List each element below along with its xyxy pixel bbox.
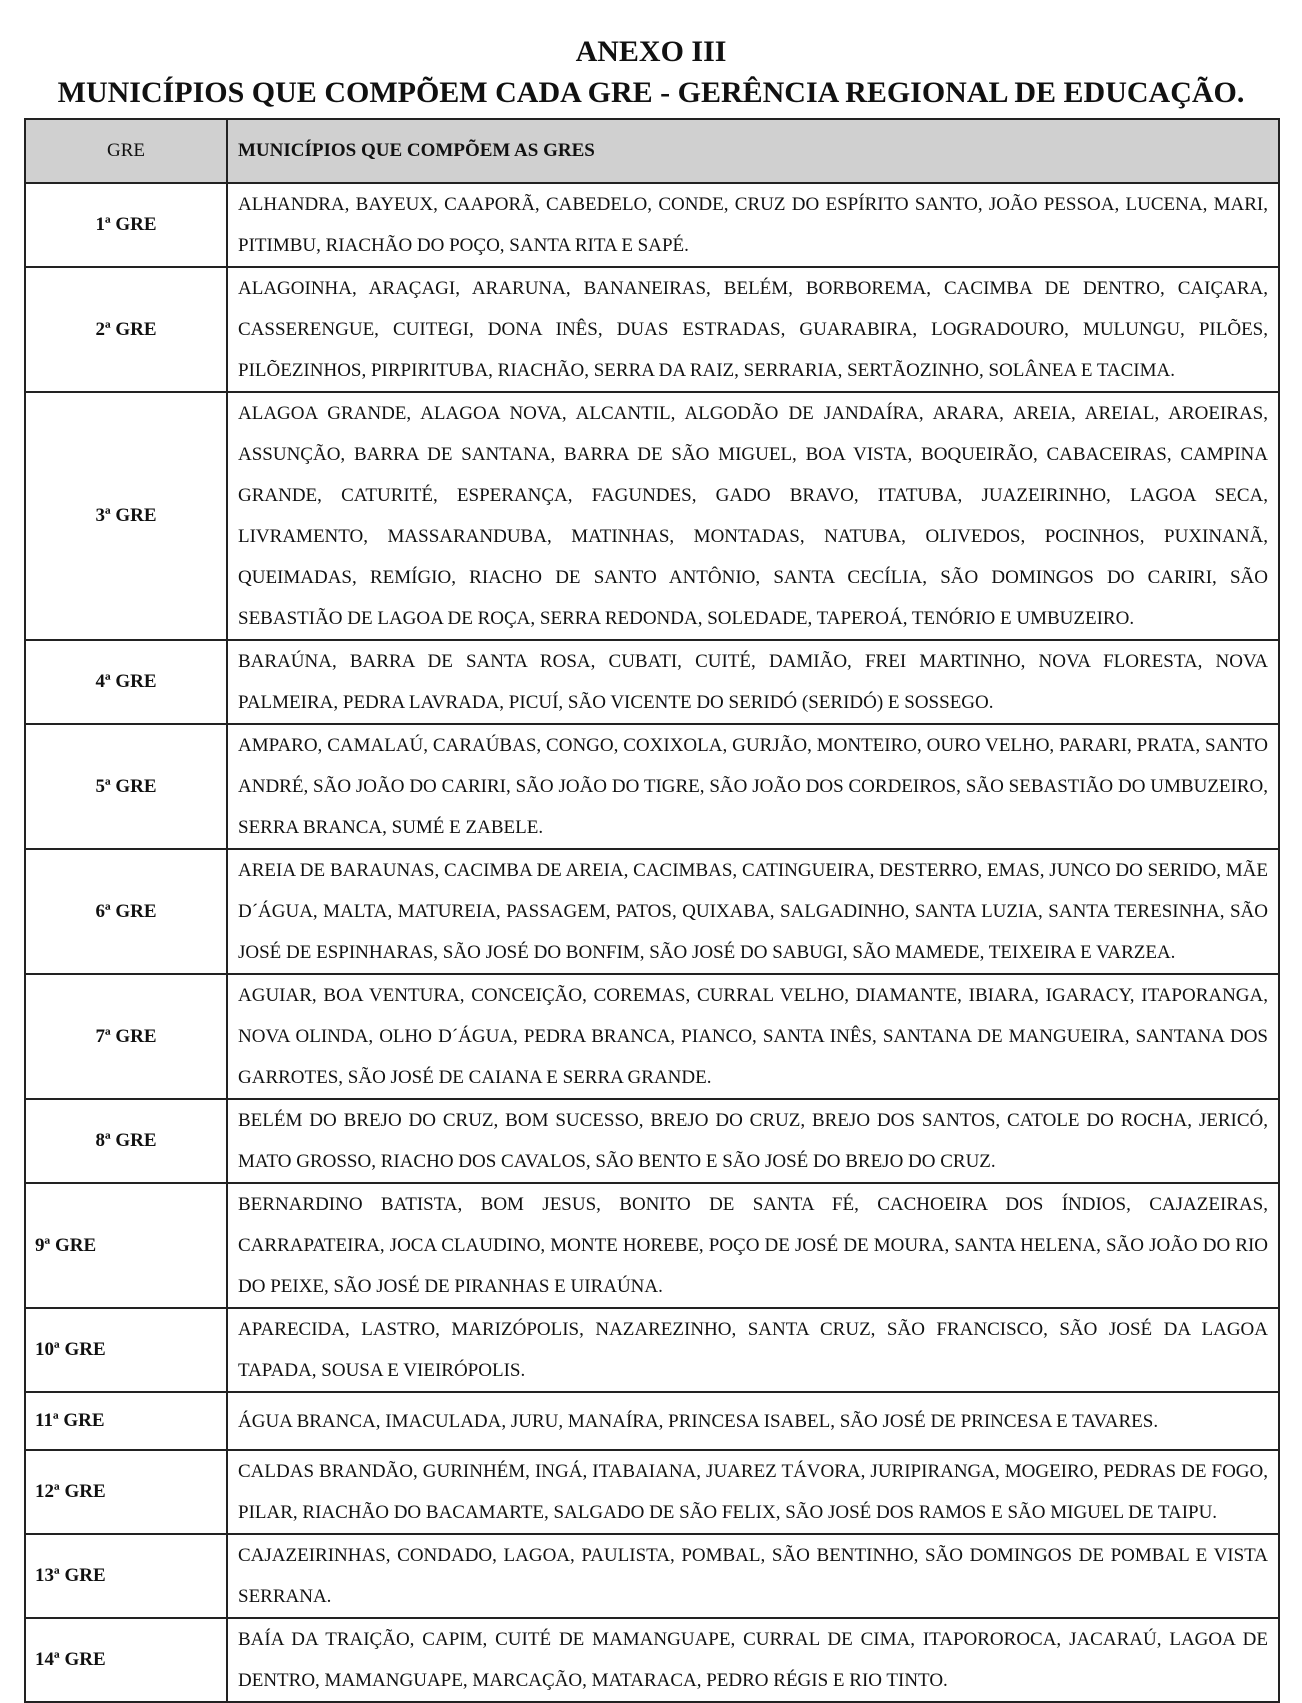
gre-cell: 12ª GRE — [25, 1450, 227, 1534]
gre-cell: 14ª GRE — [25, 1618, 227, 1702]
municipios-cell: BERNARDINO BATISTA, BOM JESUS, BONITO DE SANTA FÉ, CACHOEIRA DOS ÍNDIOS, CAJAZEIRAS, CARRAPATEIRA, JOCA CLAUDINO, MONTE HOREBE, POÇO DE JOSÉ DE MOURA, SANTA HELENA, SÃO JOÃO DO RIO DO PEIXE, SÃO JOSÉ DE PIRANHAS E UIRAÚNA. — [227, 1183, 1279, 1308]
document-subtitle: MUNICÍPIOS QUE COMPÕEM CADA GRE - GERÊNCIA REGIONAL DE EDUCAÇÃO. — [57, 76, 1245, 109]
column-header-gre: GRE — [25, 119, 227, 183]
municipios-cell: AREIA DE BARAUNAS, CACIMBA DE AREIA, CACIMBAS, CATINGUEIRA, DESTERRO, EMAS, JUNCO DO SERIDO, MÃE D´ÁGUA, MALTA, MATUREIA, PASSAGEM, PATOS, QUIXABA, SALGADINHO, SANTA LUZIA, SANTA TERESINHA, SÃO JOSÉ DE ESPINHARAS, SÃO JOSÉ DO BONFIM, SÃO JOSÉ DO SABUGI, SÃO MAMEDE, TEIXEIRA E VARZEA. — [227, 849, 1279, 974]
municipios-cell: APARECIDA, LASTRO, MARIZÓPOLIS, NAZAREZINHO, SANTA CRUZ, SÃO FRANCISCO, SÃO JOSÉ DA LAGOA TAPADA, SOUSA E VIEIRÓPOLIS. — [227, 1308, 1279, 1392]
gre-table — [24, 118, 1280, 1703]
table-row — [25, 1099, 1279, 1183]
municipios-cell: BARAÚNA, BARRA DE SANTA ROSA, CUBATI, CUITÉ, DAMIÃO, FREI MARTINHO, NOVA FLORESTA, NOVA PALMEIRA, PEDRA LAVRADA, PICUÍ, SÃO VICENTE DO SERIDÓ (SERIDÓ) E SOSSEGO. — [227, 640, 1279, 724]
table-header-row — [25, 119, 1279, 183]
gre-cell: 13ª GRE — [25, 1534, 227, 1618]
gre-cell: 7ª GRE — [25, 974, 227, 1099]
gre-cell: 6ª GRE — [25, 849, 227, 974]
table-row — [25, 974, 1279, 1099]
gre-cell: 3ª GRE — [25, 392, 227, 640]
municipios-cell: BAÍA DA TRAIÇÃO, CAPIM, CUITÉ DE MAMANGUAPE, CURRAL DE CIMA, ITAPOROROCA, JACARAÚ, LAGOA DE DENTRO, MAMANGUAPE, MARCAÇÃO, MATARACA, PEDRO RÉGIS E RIO TINTO. — [227, 1618, 1279, 1702]
gre-cell: 9ª GRE — [25, 1183, 227, 1308]
gre-cell: 11ª GRE — [25, 1392, 227, 1450]
table-row — [25, 267, 1279, 392]
municipios-cell: ALAGOINHA, ARAÇAGI, ARARUNA, BANANEIRAS, BELÉM, BORBOREMA, CACIMBA DE DENTRO, CAIÇARA, CASSERENGUE, CUITEGI, DONA INÊS, DUAS ESTRADAS, GUARABIRA, LOGRADOURO, MULUNGU, PILÕES, PILÕEZINHOS, PIRPIRITUBA, RIACHÃO, SERRA DA RAIZ, SERRARIA, SERTÃOZINHO, SOLÂNEA E TACIMA. — [227, 267, 1279, 392]
municipios-cell: BELÉM DO BREJO DO CRUZ, BOM SUCESSO, BREJO DO CRUZ, BREJO DOS SANTOS, CATOLE DO ROCHA, JERICÓ, MATO GROSSO, RIACHO DOS CAVALOS, SÃO BENTO E SÃO JOSÉ DO BREJO DO CRUZ. — [227, 1099, 1279, 1183]
table-row — [25, 724, 1279, 849]
gre-cell: 10ª GRE — [25, 1308, 227, 1392]
municipios-cell: AGUIAR, BOA VENTURA, CONCEIÇÃO, COREMAS, CURRAL VELHO, DIAMANTE, IBIARA, IGARACY, ITAPORANGA, NOVA OLINDA, OLHO D´ÁGUA, PEDRA BRANCA, PIANCO, SANTA INÊS, SANTANA DE MANGUEIRA, SANTANA DOS GARROTES, SÃO JOSÉ DE CAIANA E SERRA GRANDE. — [227, 974, 1279, 1099]
municipios-cell: AMPARO, CAMALAÚ, CARAÚBAS, CONGO, COXIXOLA, GURJÃO, MONTEIRO, OURO VELHO, PARARI, PRATA, SANTO ANDRÉ, SÃO JOÃO DO CARIRI, SÃO JOÃO DO TIGRE, SÃO JOÃO DOS CORDEIROS, SÃO SEBASTIÃO DO UMBUZEIRO, SERRA BRANCA, SUMÉ E ZABELE. — [227, 724, 1279, 849]
gre-cell: 2ª GRE — [25, 267, 227, 392]
column-header-municipios: MUNICÍPIOS QUE COMPÕEM AS GRES — [227, 119, 1279, 183]
table-row — [25, 1183, 1279, 1308]
table-row — [25, 849, 1279, 974]
municipios-cell: ALAGOA GRANDE, ALAGOA NOVA, ALCANTIL, ALGODÃO DE JANDAÍRA, ARARA, AREIA, AREIAL, AROEIRAS, ASSUNÇÃO, BARRA DE SANTANA, BARRA DE SÃO MIGUEL, BOA VISTA, BOQUEIRÃO, CABACEIRAS, CAMPINA GRANDE, CATURITÉ, ESPERANÇA, FAGUNDES, GADO BRAVO, ITATUBA, JUAZEIRINHO, LAGOA SECA, LIVRAMENTO, MASSARANDUBA, MATINHAS, MONTADAS, NATUBA, OLIVEDOS, POCINHOS, PUXINANÃ, QUEIMADAS, REMÍGIO, RIACHO DE SANTO ANTÔNIO, SANTA CECÍLIA, SÃO DOMINGOS DO CARIRI, SÃO SEBASTIÃO DE LAGOA DE ROÇA, SERRA REDONDA, SOLEDADE, TAPEROÁ, TENÓRIO E UMBUZEIRO. — [227, 392, 1279, 640]
table-row — [25, 1534, 1279, 1618]
gre-cell: 4ª GRE — [25, 640, 227, 724]
municipios-cell: ÁGUA BRANCA, IMACULADA, JURU, MANAÍRA, PRINCESA ISABEL, SÃO JOSÉ DE PRINCESA E TAVARES. — [227, 1392, 1279, 1450]
gre-cell: 5ª GRE — [25, 724, 227, 849]
table-row — [25, 1618, 1279, 1702]
municipios-cell: CAJAZEIRINHAS, CONDADO, LAGOA, PAULISTA, POMBAL, SÃO BENTINHO, SÃO DOMINGOS DE POMBAL E VISTA SERRANA. — [227, 1534, 1279, 1618]
table-row — [25, 183, 1279, 267]
gre-cell: 8ª GRE — [25, 1099, 227, 1183]
table-row — [25, 1392, 1279, 1450]
table-row — [25, 392, 1279, 640]
table-row — [25, 640, 1279, 724]
document-title: ANEXO III — [575, 35, 727, 68]
gre-cell: 1ª GRE — [25, 183, 227, 267]
table-row — [25, 1450, 1279, 1534]
table-row — [25, 1308, 1279, 1392]
municipios-cell: CALDAS BRANDÃO, GURINHÉM, INGÁ, ITABAIANA, JUAREZ TÁVORA, JURIPIRANGA, MOGEIRO, PEDRAS DE FOGO, PILAR, RIACHÃO DO BACAMARTE, SALGADO DE SÃO FELIX, SÃO JOSÉ DOS RAMOS E SÃO MIGUEL DE TAIPU. — [227, 1450, 1279, 1534]
municipios-cell: ALHANDRA, BAYEUX, CAAPORÃ, CABEDELO, CONDE, CRUZ DO ESPÍRITO SANTO, JOÃO PESSOA, LUCENA, MARI, PITIMBU, RIACHÃO DO POÇO, SANTA RITA E SAPÉ. — [227, 183, 1279, 267]
